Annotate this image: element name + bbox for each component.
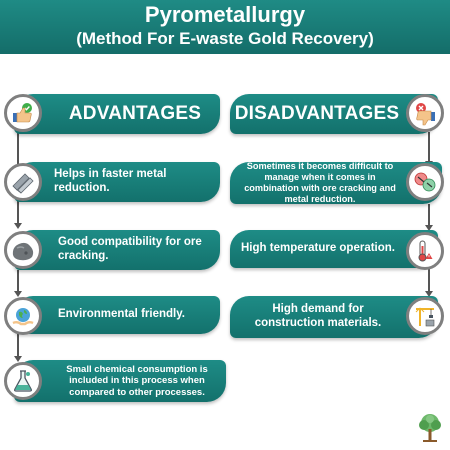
eco-globe-icon	[4, 297, 42, 335]
title-banner	[0, 0, 450, 54]
thermometer-icon	[406, 232, 444, 270]
connector-line	[17, 333, 19, 357]
disadvantage-item: Sometimes it becomes difficult to manage when it comes in combination with ore cracking and metal reduction.	[230, 162, 442, 204]
page-title: Pyrometallurgy	[144, 2, 306, 27]
disadvantages-heading: DISADVANTAGES	[230, 94, 438, 134]
disadvantage-item: High temperature operation.	[230, 230, 438, 268]
connector-line	[428, 204, 430, 226]
connector-line	[428, 268, 430, 292]
disadvantage-item: High demand for construction materials.	[230, 296, 438, 338]
chemical-flask-icon	[4, 362, 42, 400]
tree-logo-icon	[414, 412, 446, 446]
advantage-item: Small chemical consumption is included in this process when compared to other processes.	[14, 360, 226, 402]
advantages-heading: ADVANTAGES	[14, 94, 220, 134]
metal-bars-icon	[4, 163, 42, 201]
thumbs-up-icon	[4, 94, 42, 132]
advantage-item: Good compatibility for ore cracking.	[14, 230, 220, 270]
connector-line	[17, 270, 19, 292]
connector-arrow	[14, 223, 22, 229]
advantage-item: Environmental friendly.	[14, 296, 220, 334]
ore-rock-icon	[4, 231, 42, 269]
construction-crane-icon	[406, 297, 444, 335]
thumbs-down-icon	[406, 94, 444, 132]
process-cycle-icon	[406, 163, 444, 201]
advantage-item: Helps in faster metal reduction.	[14, 162, 220, 202]
connector-line	[428, 132, 430, 162]
page-subtitle: (Method For E-waste Gold Recovery)	[76, 29, 374, 48]
